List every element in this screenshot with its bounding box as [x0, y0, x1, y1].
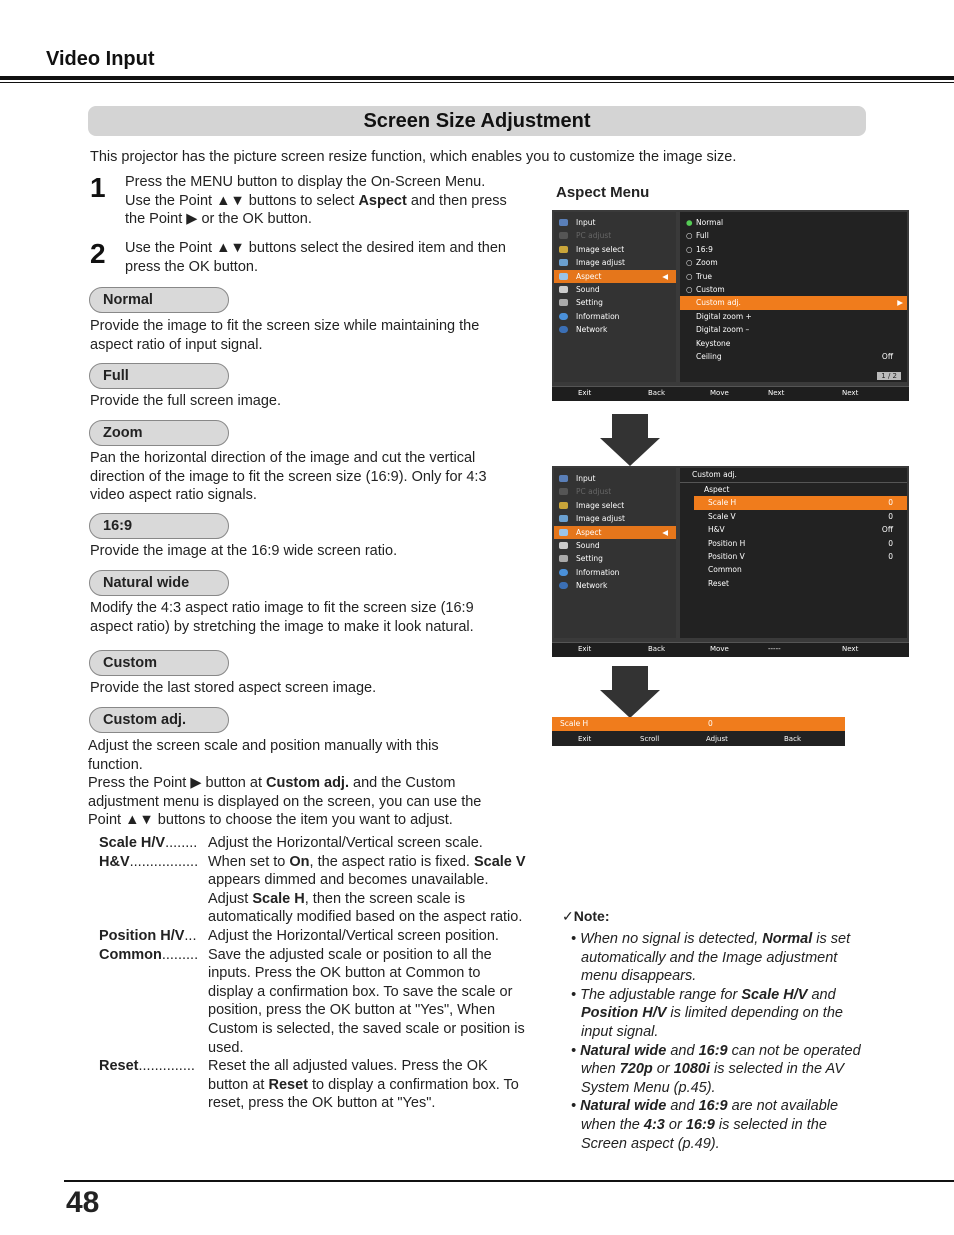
note-heading: ✓Note: [562, 908, 610, 924]
aspect-icon [559, 273, 568, 280]
osd2-footer: Exit Back Move ----- Next [552, 642, 909, 657]
osd-scale-h-bar [552, 717, 845, 746]
note-item: • Natural wide and 16:9 are not available when the 4:3 or 16:9 is selected in the Screen aspect (p.49). [571, 1098, 839, 1152]
image-select-icon [559, 246, 568, 253]
osd-aspect-menu [552, 210, 909, 401]
def-common: Common......... Save the adjusted scale or position to all the inputs. Press the OK button at Common to display a confirmation box. To save the scale or position, press the OK button at "Yes", When Custom is selected, the saved scale or position is used. [99, 946, 525, 1056]
banner-title: Screen Size Adjustment [363, 110, 591, 132]
osd2-item-scale-v[interactable]: Scale V 0 [708, 511, 893, 521]
note-item: • Natural wide and 16:9 can not be operated when 720p or 1080i is selected in the AV System Menu (p.45). [571, 1042, 861, 1096]
osd1-item-digital-zoom-plus[interactable]: Digital zoom + [696, 311, 752, 321]
option-normal-desc: Provide the image to fit the screen size while maintaining the aspect ratio of input signal. [90, 318, 480, 353]
osd2-item-position-v[interactable]: Position V 0 [708, 551, 893, 561]
down-arrow-icon [600, 666, 660, 718]
intro-text: This projector has the picture screen resize function, which enables you to customize the image size. [90, 149, 737, 165]
osd2-menu-setting[interactable]: Setting [554, 552, 676, 565]
osd1-menu-input[interactable]: Input [554, 216, 676, 229]
step-2-number: 2 [90, 238, 106, 269]
option-natural-wide-label: Natural wide [89, 570, 229, 596]
osd1-item-custom[interactable]: ○ Custom [686, 284, 725, 294]
osd1-menu-image-adjust[interactable]: Image adjust [554, 256, 676, 269]
def-scale-hv: Scale H/V........ Adjust the Horizontal/Vertical screen scale. [99, 835, 483, 851]
information-icon [559, 569, 568, 576]
image-adjust-icon [559, 515, 568, 522]
option-zoom-desc: Pan the horizontal direction of the image and cut the vertical direction of the image to fit the screen size (16:9). Only for 4:3 video aspect ratio signals. [90, 450, 487, 503]
option-full-desc: Provide the full screen image. [90, 393, 282, 409]
osd2-menu-aspect[interactable]: Aspect ◀ [554, 526, 676, 539]
option-full-label: Full [89, 363, 229, 389]
note-item: • The adjustable range for Scale H/V and Position H/V is limited depending on the input signal. [571, 986, 843, 1040]
osd2-menu-pc-adjust: PC adjust [554, 485, 676, 498]
option-169-label: 16:9 [89, 513, 229, 539]
osd2-item-common[interactable]: Common [708, 565, 742, 575]
down-arrow-icon [600, 414, 660, 466]
osd2-item-position-h[interactable]: Position H 0 [708, 538, 893, 548]
option-169-desc: Provide the image at the 16:9 wide screen ratio. [90, 543, 398, 559]
osd1-item-169[interactable]: ○ 16:9 [686, 244, 713, 254]
def-hv: H&V................. When set to On, the aspect ratio is fixed. Scale V appears dimmed and becomes unavailable. Adjust Scale H, then the screen scale is automatically modified based on the aspect ratio. [99, 853, 526, 926]
network-icon [559, 326, 568, 333]
page-number: 48 [66, 1186, 100, 1219]
osd2-menu-sound[interactable]: Sound [554, 539, 676, 552]
osd1-submenu [680, 212, 907, 382]
osd-custom-adj-menu [552, 466, 909, 657]
option-natural-wide-desc: Modify the 4:3 aspect ratio image to fit the screen size (16:9 aspect ratio) by stretching the image to make it look natural. [90, 600, 474, 635]
osd2-menu-input[interactable]: Input [554, 472, 676, 485]
osd1-item-digital-zoom-minus[interactable]: Digital zoom – [696, 325, 750, 335]
osd1-menu-setting[interactable]: Setting [554, 296, 676, 309]
aspect-menu-label: Aspect Menu [556, 184, 650, 201]
osd3-scale-h-row[interactable]: Scale H 0 [552, 717, 845, 731]
osd1-menu-network[interactable]: Network [554, 323, 676, 336]
osd1-footer: Exit Back Move Next Next [552, 386, 909, 401]
osd2-submenu [680, 468, 907, 638]
osd2-item-hv[interactable]: H&V Off [708, 525, 893, 535]
osd1-menu-sound[interactable]: Sound [554, 283, 676, 296]
note-list [571, 930, 871, 1153]
step-2-text: Use the Point ▲▼ buttons select the desired item and then press the OK button. [125, 240, 506, 275]
def-position-hv: Position H/V... Adjust the Horizontal/Vertical screen position. [99, 927, 499, 944]
pc-adjust-icon [559, 488, 568, 495]
pc-adjust-icon [559, 232, 568, 239]
def-reset: Reset.............. Reset the all adjusted values. Press the OK button at Reset to display a confirmation box. To reset, press the OK button at "Yes". [99, 1058, 519, 1112]
osd2-item-reset[interactable]: Reset [708, 578, 729, 588]
osd2-menu-image-adjust[interactable]: Image adjust [554, 512, 676, 525]
option-custom-adj-desc: Adjust the screen scale and position manually with this function. Press the Point ▶ button at Custom adj. and the Custom adjustment menu is displayed on the screen, you can use the Point ▲▼ buttons to choose the item you want to adjust. [88, 738, 482, 828]
sound-icon [559, 542, 568, 549]
setting-icon [559, 555, 568, 562]
step-1-text: Press the MENU button to display the On-Screen Menu. Use the Point ▲▼ buttons to select Aspect and then press the Point ▶ or the OK button. [125, 174, 507, 227]
arrow-right-icon: ▶ [897, 298, 903, 308]
osd2-item-aspect[interactable]: Aspect [704, 485, 730, 494]
osd2-menu-network[interactable]: Network [554, 579, 676, 592]
option-normal-label: Normal [89, 287, 229, 313]
option-custom-label: Custom [89, 650, 229, 676]
osd1-menu-pc-adjust: PC adjust [554, 229, 676, 242]
option-custom-desc: Provide the last stored aspect screen image. [90, 680, 377, 696]
osd1-menu-information[interactable]: Information [554, 310, 676, 323]
step-1-number: 1 [90, 172, 106, 203]
osd1-menu-aspect[interactable]: Aspect ◀ [554, 270, 676, 283]
osd1-page-indicator: 1 / 2 [877, 372, 901, 380]
input-icon [559, 219, 568, 226]
osd2-menu-information[interactable]: Information [554, 566, 676, 579]
osd1-main-menu [554, 212, 676, 382]
osd2-main-menu [554, 468, 676, 638]
osd1-item-keystone[interactable]: Keystone [696, 338, 731, 348]
sound-icon [559, 286, 568, 293]
osd2-title: Custom adj. [680, 468, 907, 483]
input-icon [559, 475, 568, 482]
header-rule [0, 76, 954, 80]
image-adjust-icon [559, 259, 568, 266]
custom-adj-definitions [99, 834, 529, 1113]
osd1-item-custom-adj[interactable]: Custom adj. ▶ [680, 296, 907, 309]
option-zoom-label: Zoom [89, 420, 229, 446]
note-item: • When no signal is detected, Normal is set automatically and the Image adjustment menu disappears. [571, 931, 851, 985]
osd1-item-zoom[interactable]: ○ Zoom [686, 258, 718, 268]
option-custom-adj-label: Custom adj. [89, 707, 229, 733]
page-banner [88, 106, 866, 136]
footer-rule [64, 1180, 954, 1182]
osd1-menu-image-select[interactable]: Image select [554, 243, 676, 256]
aspect-icon [559, 529, 568, 536]
osd1-item-full[interactable]: ○ Full [686, 231, 709, 241]
osd3-footer: Exit Scroll Adjust Back [578, 735, 801, 743]
osd2-item-scale-h[interactable]: Scale H 0 [694, 496, 907, 509]
checkmark-icon: ✓ [562, 908, 574, 924]
image-select-icon [559, 502, 568, 509]
setting-icon [559, 299, 568, 306]
osd1-item-ceiling[interactable]: Ceiling Off [696, 351, 893, 361]
information-icon [559, 313, 568, 320]
osd1-item-normal[interactable]: ● Normal [686, 218, 724, 227]
network-icon [559, 582, 568, 589]
section-title: Video Input [46, 48, 155, 70]
header-rule-thin [0, 82, 954, 83]
osd1-item-true[interactable]: ○ True [686, 271, 712, 281]
osd2-menu-image-select[interactable]: Image select [554, 499, 676, 512]
